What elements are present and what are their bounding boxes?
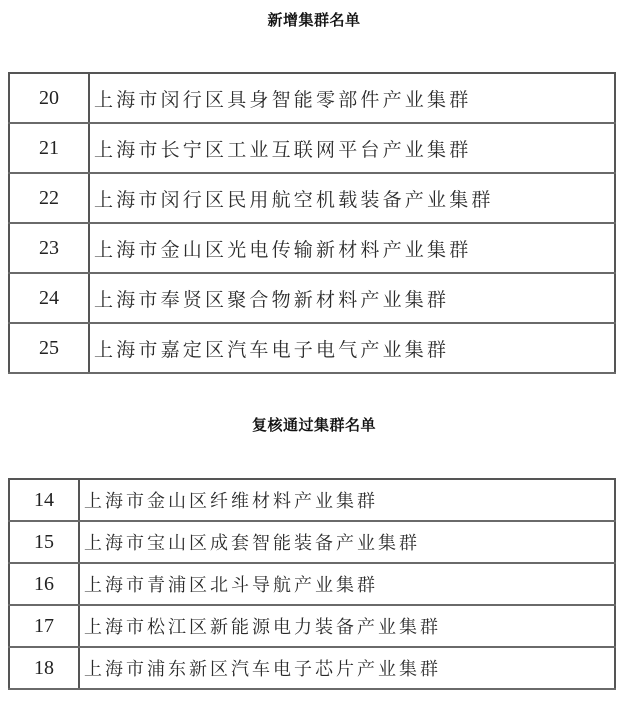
row-number: 23 bbox=[9, 223, 89, 273]
row-number: 20 bbox=[9, 73, 89, 123]
cluster-name: 上海市金山区纤维材料产业集群 bbox=[79, 479, 615, 521]
cluster-name: 上海市浦东新区汽车电子芯片产业集群 bbox=[79, 647, 615, 689]
table-row bbox=[9, 73, 615, 123]
row-number: 18 bbox=[9, 647, 79, 689]
table-row bbox=[9, 273, 615, 323]
cluster-name: 上海市长宁区工业互联网平台产业集群 bbox=[89, 123, 615, 173]
row-number: 21 bbox=[9, 123, 89, 173]
table-row bbox=[9, 223, 615, 273]
new-clusters-table bbox=[8, 72, 616, 374]
section-title-new-clusters: 新增集群名单 bbox=[267, 11, 361, 29]
cluster-name: 上海市闵行区民用航空机载装备产业集群 bbox=[89, 173, 615, 223]
cluster-name: 上海市嘉定区汽车电子电气产业集群 bbox=[89, 323, 615, 373]
row-number: 25 bbox=[9, 323, 89, 373]
section-title-review-passed-clusters: 复核通过集群名单 bbox=[251, 416, 376, 434]
row-number: 22 bbox=[9, 173, 89, 223]
table-row bbox=[9, 479, 615, 521]
cluster-name: 上海市闵行区具身智能零部件产业集群 bbox=[89, 73, 615, 123]
table-row bbox=[9, 521, 615, 563]
table-row bbox=[9, 123, 615, 173]
cluster-name: 上海市松江区新能源电力装备产业集群 bbox=[79, 605, 615, 647]
row-number: 15 bbox=[9, 521, 79, 563]
review-passed-clusters-table bbox=[8, 478, 616, 690]
row-number: 17 bbox=[9, 605, 79, 647]
table-row bbox=[9, 563, 615, 605]
table-row bbox=[9, 647, 615, 689]
table-row bbox=[9, 173, 615, 223]
cluster-name: 上海市宝山区成套智能装备产业集群 bbox=[79, 521, 615, 563]
row-number: 24 bbox=[9, 273, 89, 323]
cluster-name: 上海市奉贤区聚合物新材料产业集群 bbox=[89, 273, 615, 323]
table-row bbox=[9, 323, 615, 373]
cluster-name: 上海市青浦区北斗导航产业集群 bbox=[79, 563, 615, 605]
table-row bbox=[9, 605, 615, 647]
row-number: 16 bbox=[9, 563, 79, 605]
row-number: 14 bbox=[9, 479, 79, 521]
cluster-name: 上海市金山区光电传输新材料产业集群 bbox=[89, 223, 615, 273]
